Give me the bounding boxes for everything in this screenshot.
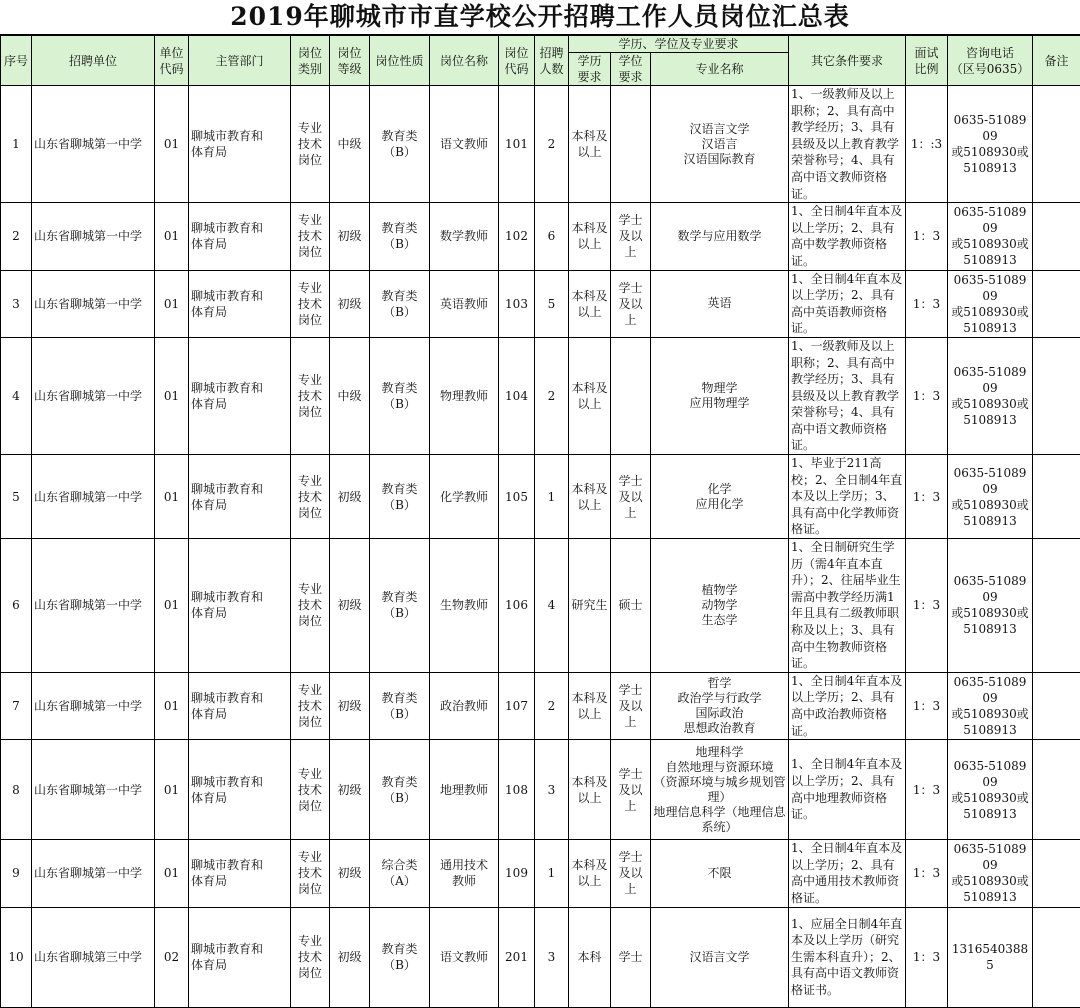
row-major: 地理科学 自然地理与资源环境 （资源环境与城乡规划管理） 地理信息科学（地理信息系统） [651, 740, 789, 840]
row-major: 哲学 政治学与行政学 国际政治 思想政治教育 [651, 672, 789, 739]
row-degree: 学士 及以 上 [611, 740, 651, 840]
table-row [1, 337, 1080, 454]
row-post-nature: 教育类 （B） [370, 203, 430, 270]
row-count: 4 [535, 539, 569, 673]
row-edu: 本科及 以上 [569, 740, 611, 840]
row-post-type: 专业 技术 岗位 [291, 455, 330, 539]
row-major: 不限 [651, 840, 789, 907]
row-major: 汉语言文学 [651, 907, 789, 1007]
row-remark [1033, 86, 1080, 203]
row-edu: 本科及 以上 [569, 455, 611, 539]
row-degree: 硕士 [611, 539, 651, 673]
row-post-name: 化学教师 [430, 455, 499, 539]
row-remark [1033, 740, 1080, 840]
row-dept: 聊城市教育和 体育局 [189, 907, 291, 1007]
row-post-code: 201 [499, 907, 535, 1007]
row-seq: 4 [1, 337, 32, 454]
row-post-type: 专业 技术 岗位 [291, 740, 330, 840]
row-post-name: 政治教师 [430, 672, 499, 739]
row-edu: 本科及 以上 [569, 840, 611, 907]
row-post-code: 109 [499, 840, 535, 907]
row-unit: 山东省聊城第三中学 [32, 907, 155, 1007]
row-remark [1033, 840, 1080, 907]
row-count: 3 [535, 907, 569, 1007]
table-body [1, 86, 1080, 1008]
row-ratio: 1：3 [906, 840, 948, 907]
row-phone: 0635-5108909 或5108930或 5108913 [948, 86, 1033, 203]
row-unit-code: 01 [155, 455, 189, 539]
row-post-level: 初级 [330, 270, 370, 337]
row-count: 1 [535, 840, 569, 907]
row-post-level: 初级 [330, 907, 370, 1007]
row-dept: 聊城市教育和 体育局 [189, 455, 291, 539]
row-post-nature: 教育类 （B） [370, 672, 430, 739]
row-other: 1、应届全日制4年直本及以上学历（研究生需本科直升）；2、具有高中语文教师资格证书。 [789, 907, 906, 1007]
row-post-nature: 教育类 （B） [370, 455, 430, 539]
recruitment-table [0, 35, 1080, 1008]
row-ratio: 1：3 [906, 907, 948, 1007]
row-ratio: 1：3 [906, 337, 948, 454]
row-post-name: 数学教师 [430, 203, 499, 270]
row-seq: 2 [1, 203, 32, 270]
row-unit-code: 01 [155, 270, 189, 337]
row-post-nature: 教育类 （B） [370, 337, 430, 454]
row-edu: 本科及 以上 [569, 337, 611, 454]
row-unit-code: 01 [155, 840, 189, 907]
row-edu: 本科及 以上 [569, 86, 611, 203]
row-phone: 13165403885 [948, 907, 1033, 1007]
row-degree: 学士 及以 上 [611, 270, 651, 337]
header-edu: 学历 要求 [569, 53, 611, 86]
row-remark [1033, 907, 1080, 1007]
row-other: 1、一级教师及以上职称；2、具有高中教学经历；3、具有县级及以上教育教学荣誉称号；4、具有高中语文教师资格证。 [789, 86, 906, 203]
row-unit: 山东省聊城第一中学 [32, 840, 155, 907]
row-remark [1033, 337, 1080, 454]
row-seq: 9 [1, 840, 32, 907]
row-phone: 0635-5108909 或5108930或 5108913 [948, 840, 1033, 907]
row-post-level: 初级 [330, 455, 370, 539]
row-edu: 本科及 以上 [569, 203, 611, 270]
row-dept: 聊城市教育和 体育局 [189, 337, 291, 454]
row-phone: 0635-5108909 或5108930或 5108913 [948, 455, 1033, 539]
row-unit-code: 01 [155, 740, 189, 840]
row-seq: 7 [1, 672, 32, 739]
row-unit: 山东省聊城第一中学 [32, 86, 155, 203]
row-post-nature: 教育类 （B） [370, 539, 430, 673]
row-post-name: 通用技术 教师 [430, 840, 499, 907]
sheet-title: 2019年聊城市市直学校公开招聘工作人员岗位汇总表 [0, 0, 1080, 35]
row-unit: 山东省聊城第一中学 [32, 455, 155, 539]
row-post-nature: 综合类 （A） [370, 840, 430, 907]
row-edu: 本科及 以上 [569, 270, 611, 337]
table-row [1, 740, 1080, 840]
row-post-level: 初级 [330, 672, 370, 739]
row-degree [611, 86, 651, 203]
row-seq: 8 [1, 740, 32, 840]
row-remark [1033, 455, 1080, 539]
header-post-name: 岗位名称 [430, 36, 499, 86]
row-post-code: 106 [499, 539, 535, 673]
row-post-level: 初级 [330, 840, 370, 907]
row-dept: 聊城市教育和 体育局 [189, 672, 291, 739]
row-count: 3 [535, 740, 569, 840]
row-post-code: 102 [499, 203, 535, 270]
row-major: 英语 [651, 270, 789, 337]
row-major: 数学与应用数学 [651, 203, 789, 270]
row-dept: 聊城市教育和 体育局 [189, 86, 291, 203]
row-major: 物理学 应用物理学 [651, 337, 789, 454]
row-post-code: 101 [499, 86, 535, 203]
row-remark [1033, 672, 1080, 739]
row-unit: 山东省聊城第一中学 [32, 740, 155, 840]
header-post-nature: 岗位性质 [370, 36, 430, 86]
row-dept: 聊城市教育和 体育局 [189, 539, 291, 673]
row-phone: 0635-5108909 或5108930或 5108913 [948, 740, 1033, 840]
row-remark [1033, 539, 1080, 673]
table-row [1, 270, 1080, 337]
row-other: 1、全日制4年直本及以上学历；2、具有高中政治教师资格证。 [789, 672, 906, 739]
row-seq: 5 [1, 455, 32, 539]
row-count: 2 [535, 672, 569, 739]
header-degree: 学位 要求 [611, 53, 651, 86]
table-header [1, 36, 1080, 86]
row-post-type: 专业 技术 岗位 [291, 672, 330, 739]
table-row [1, 672, 1080, 739]
row-other: 1、一级教师及以上职称；2、具有高中教学经历；3、具有县级及以上教育教学荣誉称号；4、具有高中语文教师资格证。 [789, 337, 906, 454]
row-remark [1033, 203, 1080, 270]
header-ratio: 面试 比例 [906, 36, 948, 86]
row-dept: 聊城市教育和 体育局 [189, 203, 291, 270]
row-unit: 山东省聊城第一中学 [32, 337, 155, 454]
row-unit-code: 01 [155, 203, 189, 270]
row-count: 2 [535, 337, 569, 454]
row-other: 1、全日制4年直本及以上学历；2、具有高中地理教师资格证。 [789, 740, 906, 840]
row-dept: 聊城市教育和 体育局 [189, 740, 291, 840]
row-other: 1、全日制研究生学历（需4年直本直升）；2、往届毕业生需高中教学经历满1年且具有二级教师职称及以上；3、具有高中生物教师资格证。 [789, 539, 906, 673]
row-post-level: 初级 [330, 740, 370, 840]
row-unit: 山东省聊城第一中学 [32, 203, 155, 270]
table-row [1, 455, 1080, 539]
header-remark: 备注 [1033, 36, 1080, 86]
row-post-code: 105 [499, 455, 535, 539]
row-post-level: 初级 [330, 539, 370, 673]
row-post-code: 104 [499, 337, 535, 454]
header-major: 专业名称 [651, 53, 789, 86]
row-seq: 10 [1, 907, 32, 1007]
row-seq: 3 [1, 270, 32, 337]
header-phone: 咨询电话 （区号0635） [948, 36, 1033, 86]
row-seq: 1 [1, 86, 32, 203]
table-row [1, 539, 1080, 673]
row-post-type: 专业 技术 岗位 [291, 337, 330, 454]
row-unit-code: 01 [155, 337, 189, 454]
row-unit-code: 01 [155, 672, 189, 739]
row-count: 1 [535, 455, 569, 539]
row-count: 5 [535, 270, 569, 337]
row-edu: 研究生 [569, 539, 611, 673]
row-seq: 6 [1, 539, 32, 673]
row-unit-code: 01 [155, 539, 189, 673]
header-unit: 招聘单位 [32, 36, 155, 86]
header-edu-group: 学历、学位及专业要求 [569, 36, 789, 53]
row-degree: 学士 [611, 907, 651, 1007]
row-post-nature: 教育类 （B） [370, 270, 430, 337]
row-post-type: 专业 技术 岗位 [291, 539, 330, 673]
row-ratio: 1：3 [906, 539, 948, 673]
row-post-nature: 教育类 （B） [370, 86, 430, 203]
row-post-name: 语文教师 [430, 86, 499, 203]
row-ratio: 1：3 [906, 672, 948, 739]
row-count: 6 [535, 203, 569, 270]
row-ratio: 1：3 [906, 270, 948, 337]
row-other: 1、毕业于211高校；2、全日制4年直本及以上学历；3、具有高中化学教师资格证。 [789, 455, 906, 539]
row-major: 化学 应用化学 [651, 455, 789, 539]
row-ratio: 1：3 [906, 740, 948, 840]
row-post-name: 英语教师 [430, 270, 499, 337]
table-row [1, 907, 1080, 1007]
row-unit: 山东省聊城第一中学 [32, 539, 155, 673]
row-edu: 本科 [569, 907, 611, 1007]
row-post-name: 生物教师 [430, 539, 499, 673]
row-post-name: 物理教师 [430, 337, 499, 454]
row-dept: 聊城市教育和 体育局 [189, 840, 291, 907]
row-unit-code: 01 [155, 86, 189, 203]
row-post-type: 专业 技术 岗位 [291, 907, 330, 1007]
row-count: 2 [535, 86, 569, 203]
row-post-type: 专业 技术 岗位 [291, 270, 330, 337]
row-other: 1、全日制4年直本及以上学历；2、具有高中英语教师资格证。 [789, 270, 906, 337]
row-ratio: 1：3 [906, 203, 948, 270]
row-phone: 0635-5108909 或5108930或 5108913 [948, 337, 1033, 454]
row-post-name: 地理教师 [430, 740, 499, 840]
row-post-type: 专业 技术 岗位 [291, 86, 330, 203]
row-post-name: 语文教师 [430, 907, 499, 1007]
row-phone: 0635-5108909 或5108930或 5108913 [948, 672, 1033, 739]
row-other: 1、全日制4年直本及以上学历；2、具有高中数学教师资格证。 [789, 203, 906, 270]
header-count: 招聘 人数 [535, 36, 569, 86]
table-row [1, 203, 1080, 270]
row-degree: 学士 及以 上 [611, 203, 651, 270]
row-major: 植物学 动物学 生态学 [651, 539, 789, 673]
row-post-level: 中级 [330, 86, 370, 203]
row-post-level: 初级 [330, 203, 370, 270]
row-phone: 0635-5108909 或5108930或 5108913 [948, 203, 1033, 270]
table-row [1, 86, 1080, 203]
row-major: 汉语言文学 汉语言 汉语国际教育 [651, 86, 789, 203]
header-unit-code: 单位 代码 [155, 36, 189, 86]
row-unit: 山东省聊城第一中学 [32, 672, 155, 739]
header-seq: 序号 [1, 36, 32, 86]
header-dept: 主管部门 [189, 36, 291, 86]
row-ratio: 1：3 [906, 455, 948, 539]
row-post-nature: 教育类 （B） [370, 740, 430, 840]
row-dept: 聊城市教育和 体育局 [189, 270, 291, 337]
table-row [1, 840, 1080, 907]
row-phone: 0635-5108909 或5108930或 5108913 [948, 539, 1033, 673]
header-post-level: 岗位 等级 [330, 36, 370, 86]
header-other: 其它条件要求 [789, 36, 906, 86]
row-degree: 学士 及以 上 [611, 455, 651, 539]
row-post-code: 108 [499, 740, 535, 840]
row-post-type: 专业 技术 岗位 [291, 203, 330, 270]
row-unit: 山东省聊城第一中学 [32, 270, 155, 337]
header-post-type: 岗位 类别 [291, 36, 330, 86]
row-post-type: 专业 技术 岗位 [291, 840, 330, 907]
row-phone: 0635-5108909 或5108930或 5108913 [948, 270, 1033, 337]
row-edu: 本科及 以上 [569, 672, 611, 739]
header-post-code: 岗位 代码 [499, 36, 535, 86]
row-post-code: 103 [499, 270, 535, 337]
row-other: 1、全日制4年直本及以上学历；2、具有高中通用技术教师资格证。 [789, 840, 906, 907]
row-ratio: 1：:3 [906, 86, 948, 203]
row-post-level: 中级 [330, 337, 370, 454]
row-post-code: 107 [499, 672, 535, 739]
row-degree [611, 337, 651, 454]
row-degree: 学士 及以 上 [611, 840, 651, 907]
row-post-nature: 教育类 （B） [370, 907, 430, 1007]
row-degree: 学士 及以 上 [611, 672, 651, 739]
row-remark [1033, 270, 1080, 337]
row-unit-code: 02 [155, 907, 189, 1007]
